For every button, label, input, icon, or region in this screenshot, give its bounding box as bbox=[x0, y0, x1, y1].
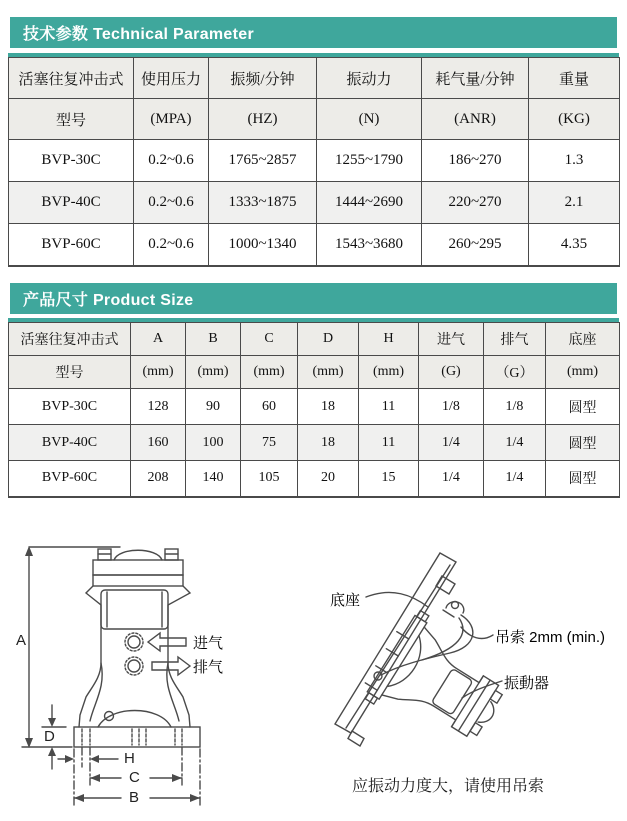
base-label: 底座 bbox=[330, 592, 361, 609]
table-cell: 208 bbox=[131, 461, 186, 497]
table-cell: 260~295 bbox=[422, 224, 529, 266]
table-row bbox=[9, 224, 620, 266]
dim-label-h: H bbox=[124, 750, 135, 767]
sling-usage-caption: 应振动力度大，请使用吊索 bbox=[352, 778, 545, 795]
table-cell: 2.1 bbox=[529, 182, 620, 224]
header-cell: (HZ) bbox=[209, 99, 317, 140]
table-cell: 圆型 bbox=[546, 425, 620, 461]
header-cell: (KG) bbox=[529, 99, 620, 140]
header-cell: 使用压力 bbox=[134, 58, 209, 99]
table-cell: BVP-40C bbox=[9, 425, 131, 461]
section-title-text: 产品尺寸 Product Size bbox=[23, 292, 194, 309]
table-cell: 1543~3680 bbox=[317, 224, 422, 266]
table-row bbox=[9, 140, 620, 182]
vibrator-label: 振動器 bbox=[504, 675, 550, 692]
table-row bbox=[9, 425, 620, 461]
header-cell: 活塞往复冲击式 bbox=[9, 323, 131, 356]
table-cell: 1/8 bbox=[484, 389, 546, 425]
table-cell: 1/4 bbox=[419, 425, 484, 461]
header-cell: 型号 bbox=[9, 99, 134, 140]
header-cell: 振频/分钟 bbox=[209, 58, 317, 99]
exhaust-arrow-icon bbox=[152, 657, 190, 675]
table-header-row bbox=[9, 99, 620, 140]
technical-parameter-table bbox=[8, 57, 620, 267]
header-cell: 底座 bbox=[546, 323, 620, 356]
table-cell: 0.2~0.6 bbox=[134, 224, 209, 266]
table-cell: 60 bbox=[241, 389, 298, 425]
intake-arrow-icon bbox=[148, 633, 186, 651]
section-title-text: 技术参数 Technical Parameter bbox=[23, 26, 254, 43]
sling-label: 吊索 2mm (min.) bbox=[495, 629, 605, 646]
product-size-table-wrap bbox=[8, 318, 619, 498]
vibrator-dimension-drawing bbox=[2, 535, 312, 820]
dim-label-a: A bbox=[16, 632, 27, 649]
table-cell: 圆型 bbox=[546, 461, 620, 497]
header-cell: (mm) bbox=[546, 356, 620, 389]
header-cell: A bbox=[131, 323, 186, 356]
header-cell: (mm) bbox=[241, 356, 298, 389]
table-cell: 15 bbox=[359, 461, 419, 497]
table-cell: 1255~1790 bbox=[317, 140, 422, 182]
table-cell: 18 bbox=[298, 389, 359, 425]
table-cell: BVP-30C bbox=[9, 389, 131, 425]
table-cell: BVP-30C bbox=[9, 140, 134, 182]
header-cell: 排气 bbox=[484, 323, 546, 356]
table-cell: 1333~1875 bbox=[209, 182, 317, 224]
table-cell: 0.2~0.6 bbox=[134, 182, 209, 224]
table-cell: 220~270 bbox=[422, 182, 529, 224]
header-cell: (mm) bbox=[298, 356, 359, 389]
header-cell: (G) bbox=[419, 356, 484, 389]
header-cell: H bbox=[359, 323, 419, 356]
header-cell: (N) bbox=[317, 99, 422, 140]
table-cell: 1765~2857 bbox=[209, 140, 317, 182]
header-cell: 型号 bbox=[9, 356, 131, 389]
table-cell: 1/4 bbox=[484, 461, 546, 497]
header-cell: (ANR) bbox=[422, 99, 529, 140]
table-row bbox=[9, 389, 620, 425]
dim-label-b: B bbox=[129, 789, 140, 806]
header-cell: 活塞往复冲击式 bbox=[9, 58, 134, 99]
table-row bbox=[9, 461, 620, 497]
table-cell: 4.35 bbox=[529, 224, 620, 266]
table-cell: 90 bbox=[186, 389, 241, 425]
table-cell: 1444~2690 bbox=[317, 182, 422, 224]
header-cell: 振动力 bbox=[317, 58, 422, 99]
table-cell: 1/4 bbox=[484, 425, 546, 461]
table-cell: 18 bbox=[298, 425, 359, 461]
header-cell: （G） bbox=[484, 356, 546, 389]
header-cell: (mm) bbox=[131, 356, 186, 389]
header-cell: D bbox=[298, 323, 359, 356]
table-cell: 186~270 bbox=[422, 140, 529, 182]
table-header-row bbox=[9, 356, 620, 389]
dim-label-c: C bbox=[129, 769, 140, 786]
dimension-diagram bbox=[2, 535, 312, 820]
table-cell: 105 bbox=[241, 461, 298, 497]
header-cell: 耗气量/分钟 bbox=[422, 58, 529, 99]
table-row bbox=[9, 182, 620, 224]
table-cell: 75 bbox=[241, 425, 298, 461]
table-cell: 1000~1340 bbox=[209, 224, 317, 266]
table-cell: 11 bbox=[359, 389, 419, 425]
header-cell: 进气 bbox=[419, 323, 484, 356]
table-cell: BVP-60C bbox=[9, 224, 134, 266]
table-cell: 1/8 bbox=[419, 389, 484, 425]
header-cell: B bbox=[186, 323, 241, 356]
dim-label-d: D bbox=[44, 728, 55, 745]
table-cell: 100 bbox=[186, 425, 241, 461]
exhaust-label: 排气 bbox=[193, 659, 224, 676]
table-header-row bbox=[9, 58, 620, 99]
table-cell: BVP-60C bbox=[9, 461, 131, 497]
table-cell: 140 bbox=[186, 461, 241, 497]
table-cell: BVP-40C bbox=[9, 182, 134, 224]
header-cell: (mm) bbox=[359, 356, 419, 389]
installation-diagram bbox=[312, 535, 627, 820]
table-cell: 11 bbox=[359, 425, 419, 461]
table-cell: 0.2~0.6 bbox=[134, 140, 209, 182]
header-cell: (MPA) bbox=[134, 99, 209, 140]
header-cell: 重量 bbox=[529, 58, 620, 99]
product-size-table bbox=[8, 322, 620, 498]
header-cell: (mm) bbox=[186, 356, 241, 389]
table-cell: 160 bbox=[131, 425, 186, 461]
table-header-row bbox=[9, 323, 620, 356]
table-cell: 圆型 bbox=[546, 389, 620, 425]
header-cell: C bbox=[241, 323, 298, 356]
table-cell: 128 bbox=[131, 389, 186, 425]
table-cell: 20 bbox=[298, 461, 359, 497]
table-cell: 1/4 bbox=[419, 461, 484, 497]
intake-label: 进气 bbox=[193, 635, 224, 652]
section-title-product-size bbox=[10, 283, 617, 314]
section-title-technical-parameter bbox=[10, 17, 617, 48]
technical-parameter-table-wrap bbox=[8, 53, 619, 267]
table-cell: 1.3 bbox=[529, 140, 620, 182]
